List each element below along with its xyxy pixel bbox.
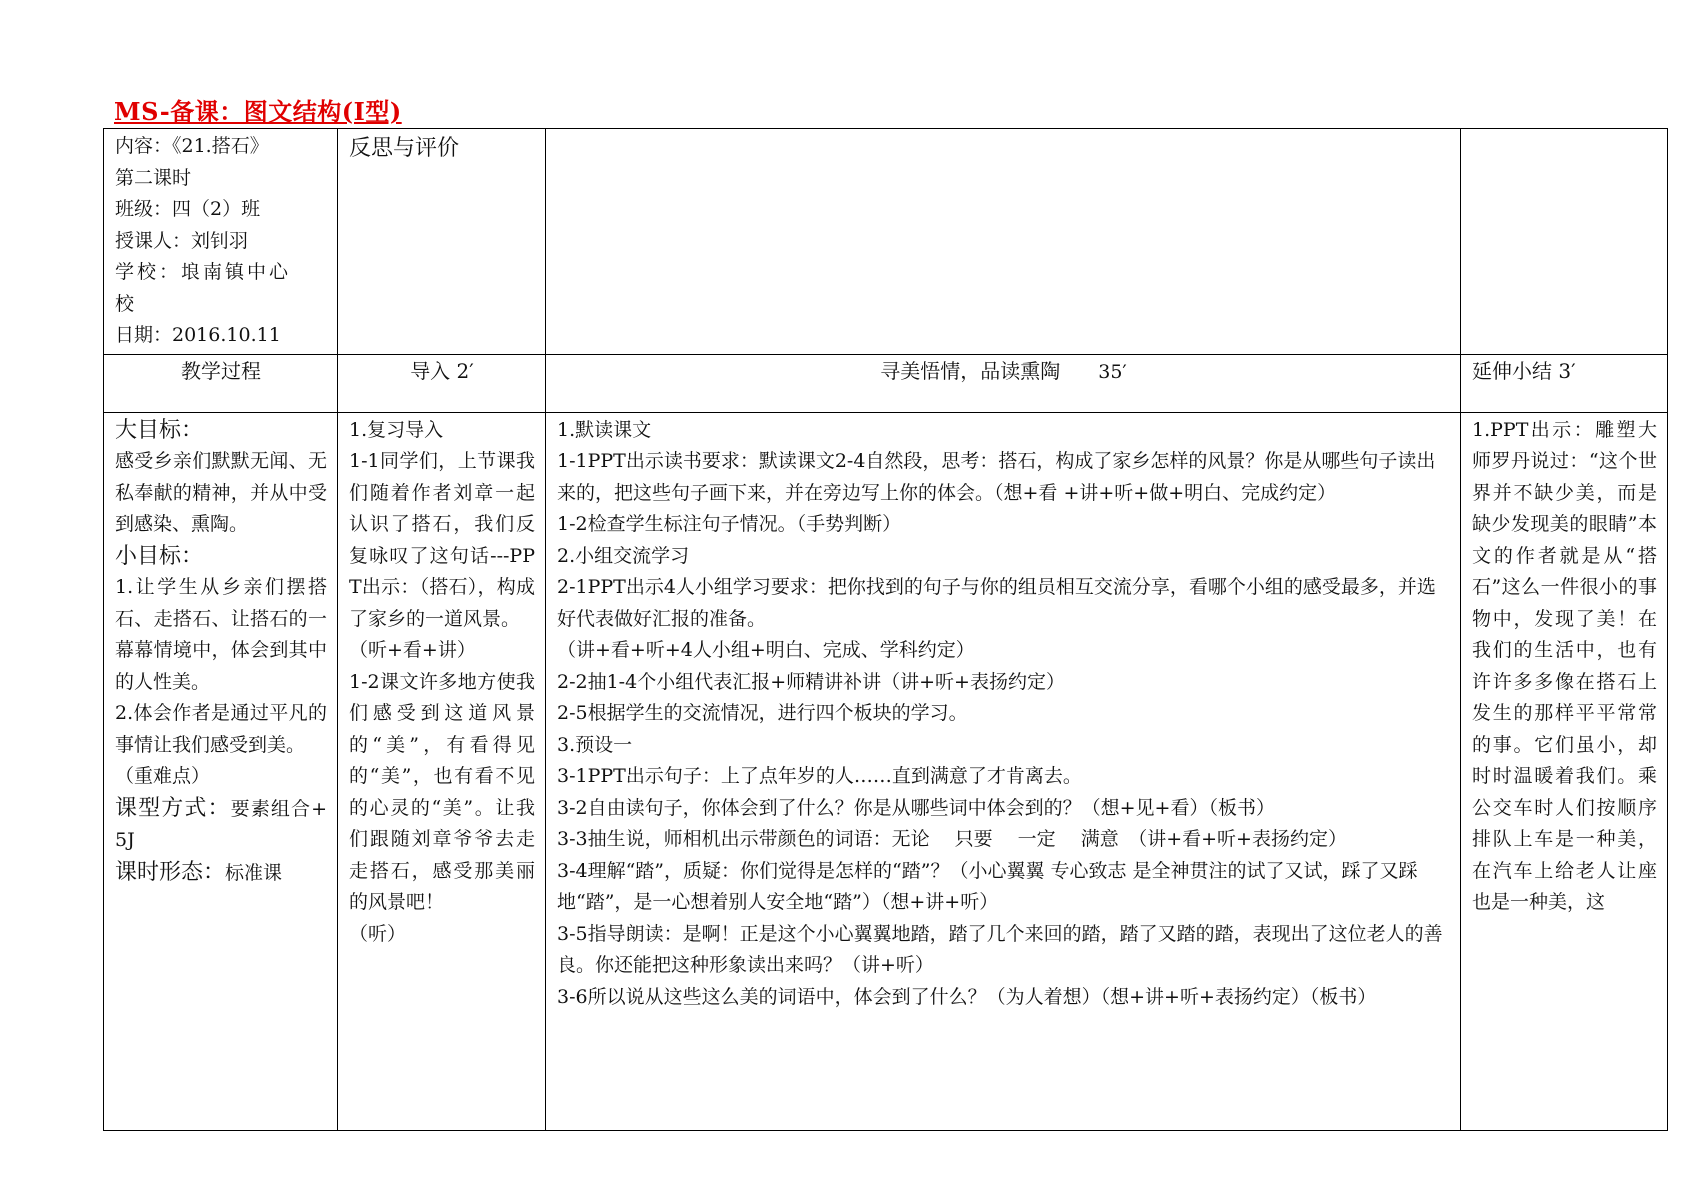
header-main-cell: [546, 354, 1461, 412]
main-line: 2-5根据学生的交流情况，进行四个板块的学习。: [557, 702, 968, 724]
info-school-cont: 校: [115, 292, 135, 315]
reflection-content-cell: [546, 129, 1461, 355]
small-goal-1: 1.让学生从乡亲们摆搭石、走搭石、让搭石的一幕幕情境中，体会到其中的人性美。: [115, 576, 327, 693]
main-line: 3-5指导朗读：是啊！正是这个小心翼翼地踏，踏了几个来回的踏，踏了又踏的踏，表现出了这位老人的善良。你还能把这种形象读出来吗？（讲+听）: [557, 922, 1443, 976]
main-line: 3-4理解“踏”，质疑：你们觉得是怎样的“踏”？（小心翼翼 专心致志 是全神贯注的试了又试，踩了又踩地“踏”，是一心想着别人安全地“踏”）（想+讲+听）: [557, 859, 1418, 913]
lesson-form-label: 课时形态：: [115, 859, 226, 885]
main-line: 3-6所以说从这些这么美的词语中，体会到了什么？（为人着想）（想+讲+听+表扬约定）（板书）: [557, 985, 1377, 1008]
intro-step-2: 1-2课文许多地方使我们感受到这道风景的“美”，有看得见的“美”，也有看不见的心灵的“美”。让我们跟随刘章爷爷去走走搭石，感受那美丽的风景吧！: [349, 670, 535, 913]
main-activity-cell: [546, 412, 1461, 1130]
info-period: 第二课时: [115, 166, 192, 189]
content-row: [104, 412, 1668, 1130]
main-line: 1-1PPT出示读书要求：默读课文2-4自然段，思考：搭石，构成了家乡怎样的风景？你是从哪些句子读出来的，把这些句子画下来，并在旁边写上你的体会。（想+看 +讲+听+做+明白、完成约定）: [557, 450, 1436, 504]
reflection-extra-cell: [1461, 129, 1668, 355]
lesson-form: [115, 857, 327, 890]
main-line: 1-2检查学生标注句子情况。（手势判断）: [557, 513, 902, 535]
info-date: 日期：2016.10.11: [115, 324, 281, 346]
header-intro-cell: [338, 354, 546, 412]
info-school: 学校：埌南镇中心: [115, 261, 292, 283]
header-main: [557, 357, 1450, 386]
lesson-form-value: 标准课: [225, 861, 283, 884]
main-line: 2.小组交流学习: [557, 544, 690, 567]
intro-step-1: 1-1同学们，上节课我们随着作者刘章一起认识了搭石，我们反复咏叹了这句话---PPT出示：（搭石），构成了家乡的一道风景。: [349, 450, 535, 630]
lesson-type-value: 要素组合+5J: [115, 797, 327, 851]
header-intro: 导入 2′: [410, 358, 474, 383]
header-main-minutes: 35′: [1098, 360, 1127, 383]
small-goal-label: 小目标：: [115, 543, 204, 569]
main-line: 3-3抽生说，师相机出示带颜色的词语：无论 只要 一定 满意 （讲+看+听+表扬约定）: [557, 828, 1347, 850]
header-process: 教学过程: [181, 358, 261, 383]
small-goal-2: 2.体会作者是通过平凡的事情让我们感受到美。: [115, 702, 327, 756]
summary-cell: [1461, 412, 1668, 1130]
lesson-type-label: 课型方式：: [115, 795, 231, 821]
intro-step-2-tags: （听）: [349, 922, 407, 945]
lesson-info-cell: [104, 129, 338, 355]
document-title: MS-备课：图文结构(I型): [114, 97, 402, 126]
header-process-cell: [104, 354, 338, 412]
lesson-type: [115, 793, 327, 857]
main-line: 3-1PPT出示句子：上了点年岁的人……直到满意了才肯离去。: [557, 765, 1082, 787]
main-line: 3.预设一: [557, 733, 633, 756]
info-teacher: 授课人：刘钊羽: [115, 229, 249, 252]
reflection-label: 反思与评价: [349, 136, 460, 161]
big-goal-text: 感受乡亲们默默无闻、无私奉献的精神，并从中受到感染、熏陶。: [115, 450, 327, 535]
reflection-label-cell: [338, 129, 546, 355]
big-goal-label: 大目标：: [115, 417, 204, 443]
info-content: 内容：《21.搭石》: [115, 135, 269, 157]
intro-step-1-tags: （听+看+讲）: [349, 639, 476, 661]
key-difficulty: （重难点）: [115, 765, 211, 787]
main-line: 1.默读课文: [557, 418, 652, 441]
main-line: 2-2抽1-4个小组代表汇报+师精讲补讲（讲+听+表扬约定）: [557, 670, 1065, 693]
info-row: [104, 129, 1668, 355]
intro-cell: [338, 412, 546, 1130]
header-summary: 延伸小结 3′: [1472, 358, 1576, 383]
intro-heading: 1.复习导入: [349, 418, 444, 441]
header-summary-cell: [1461, 354, 1668, 412]
main-line: （讲+看+听+4人小组+明白、完成、学科约定）: [557, 639, 975, 661]
header-main-title: 寻美悟情，品读熏陶: [880, 358, 1061, 383]
main-line: 2-1PPT出示4人小组学习要求：把你找到的句子与你的组员相互交流分享，看哪个小组的感受最多，并选好代表做好汇报的准备。: [557, 576, 1436, 630]
main-line: 3-2自由读句子，你体会到了什么？你是从哪些词中体会到的？（想+见+看）（板书）: [557, 796, 1275, 819]
goals-cell: [104, 412, 338, 1130]
header-row: [104, 354, 1668, 412]
summary-text: 1.PPT出示：雕塑大师罗丹说过：“这个世界并不缺少美，而是缺少发现美的眼睛”本文的作者就是从“搭石”这么一件很小的事物中，发现了美！在我们的生活中，也有许许多多像在搭石上发生的那样平平常常的事。它们虽小，却时时温暖着我们。乘公交车时人们按顺序排队上车是一种美，在汽车上给老人让座也是一种美，这: [1472, 418, 1657, 913]
lesson-plan-table: [103, 128, 1668, 1131]
info-class: 班级：四（2）班: [115, 198, 261, 220]
